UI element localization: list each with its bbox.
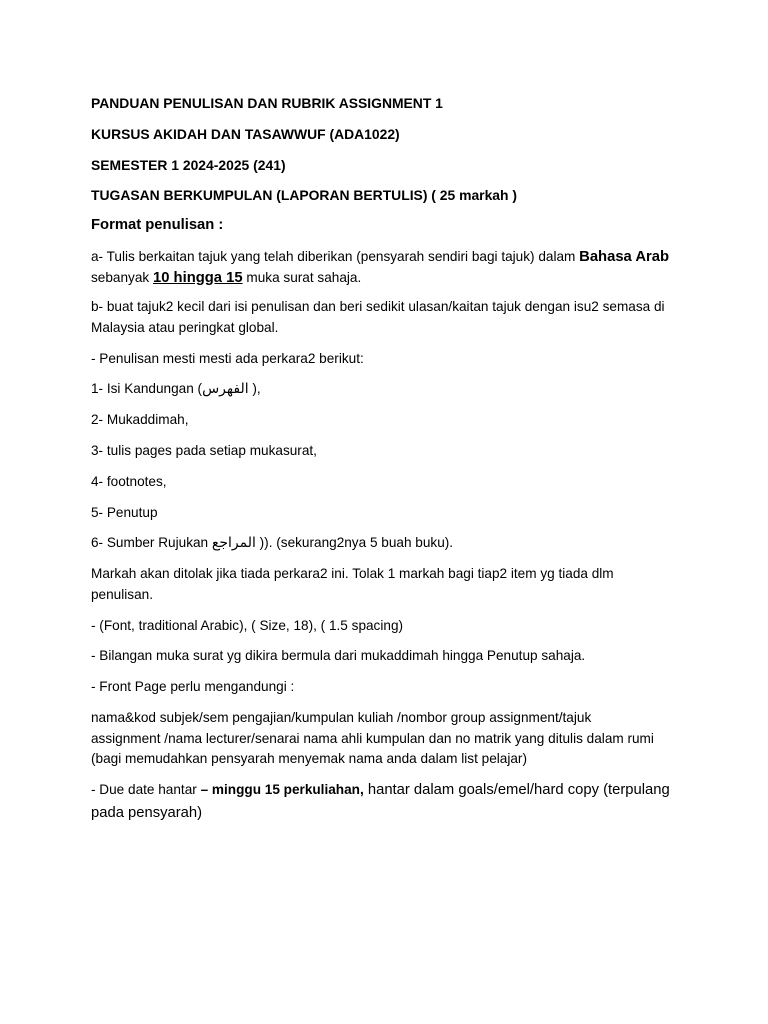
due-date-line — [91, 781, 670, 799]
due-date-text: - Due date hantar — [91, 782, 201, 797]
item-3: 3- tulis pages pada setiap mukasurat, — [91, 443, 317, 458]
paragraph-a-text: a- Tulis berkaitan tajuk yang telah diberikan (pensyarah sendiri bagi tajuk) dalam — [91, 249, 580, 264]
font-line: - (Font, traditional Arabic), ( Size, 18), ( 1.5 spacing) — [91, 618, 404, 633]
markah-line-2: penulisan. — [91, 587, 153, 602]
page-range-text: 10 hingga 15 — [152, 269, 243, 286]
paragraph-b-line-1: b- buat tajuk2 kecil dari isi penulisan dan beri sedikit ulasan/kaitan tajuk dengan isu2 semasa di — [91, 299, 665, 314]
course-heading: KURSUS AKIDAH DAN TASAWWUF (ADA1022) — [91, 126, 400, 142]
paragraph-a — [91, 247, 691, 288]
bilangan-line: - Bilangan muka surat yg dikira bermula dari mukaddimah hingga Penutup sahaja. — [91, 648, 586, 663]
paragraph-a-text-2: sebanyak — [91, 269, 153, 285]
front-detail-line-1: nama&kod subjek/sem pengajian/kumpulan kuliah /nombor group assignment/tajuk — [91, 710, 592, 725]
item-1-arabic: الفهرس — [202, 381, 249, 397]
markah-line-1: Markah akan ditolak jika tiada perkara2 ini. Tolak 1 markah bagi tiap2 item yg tiada dlm — [91, 566, 614, 581]
item-4: 4- footnotes, — [91, 474, 167, 489]
format-heading: Format penulisan : — [91, 217, 224, 233]
task-heading: TUGASAN BERKUMPULAN (LAPORAN BERTULIS) ( 25 markah ) — [91, 187, 518, 203]
title-heading: PANDUAN PENULISAN DAN RUBRIK ASSIGNMENT 1 — [91, 95, 443, 111]
item-6-arabic: المراجع — [211, 535, 256, 551]
paragraph-a-text-3: muka surat sahaja. — [242, 269, 362, 285]
bahasa-arab-text: Bahasa Arab — [579, 249, 670, 265]
front-page-line: - Front Page perlu mengandungi : — [91, 679, 295, 694]
must-have-line: - Penulisan mesti mesti ada perkara2 berikut: — [91, 351, 364, 366]
due-submit-text: hantar dalam goals/emel/hard copy (terpulang — [363, 782, 670, 798]
paragraph-b-line-2: Malaysia atau peringkat global. — [91, 320, 279, 335]
item-1-prefix: 1- Isi Kandungan ( — [91, 381, 203, 396]
front-detail-line-2: assignment /nama lecturer/senarai nama ahli kumpulan dan no matrik yang ditulis dalam rumi — [91, 731, 654, 746]
due-date-line-2: pada pensyarah) — [91, 805, 203, 821]
item-6 — [91, 534, 453, 552]
item-5: 5- Penutup — [91, 505, 158, 520]
item-6-suffix: )). (sekurang2nya 5 buah buku). — [255, 535, 454, 550]
item-2: 2- Mukaddimah, — [91, 412, 189, 427]
semester-heading: SEMESTER 1 2024-2025 (241) — [91, 157, 286, 173]
due-week-text: – minggu 15 perkuliahan, — [200, 782, 364, 797]
item-1-suffix: ), — [248, 381, 261, 396]
front-detail-line-3: (bagi memudahkan pensyarah menyemak nama anda dalam list pelajar) — [91, 751, 527, 766]
item-6-prefix: 6- Sumber Rujukan — [91, 535, 212, 550]
item-1 — [91, 380, 261, 398]
